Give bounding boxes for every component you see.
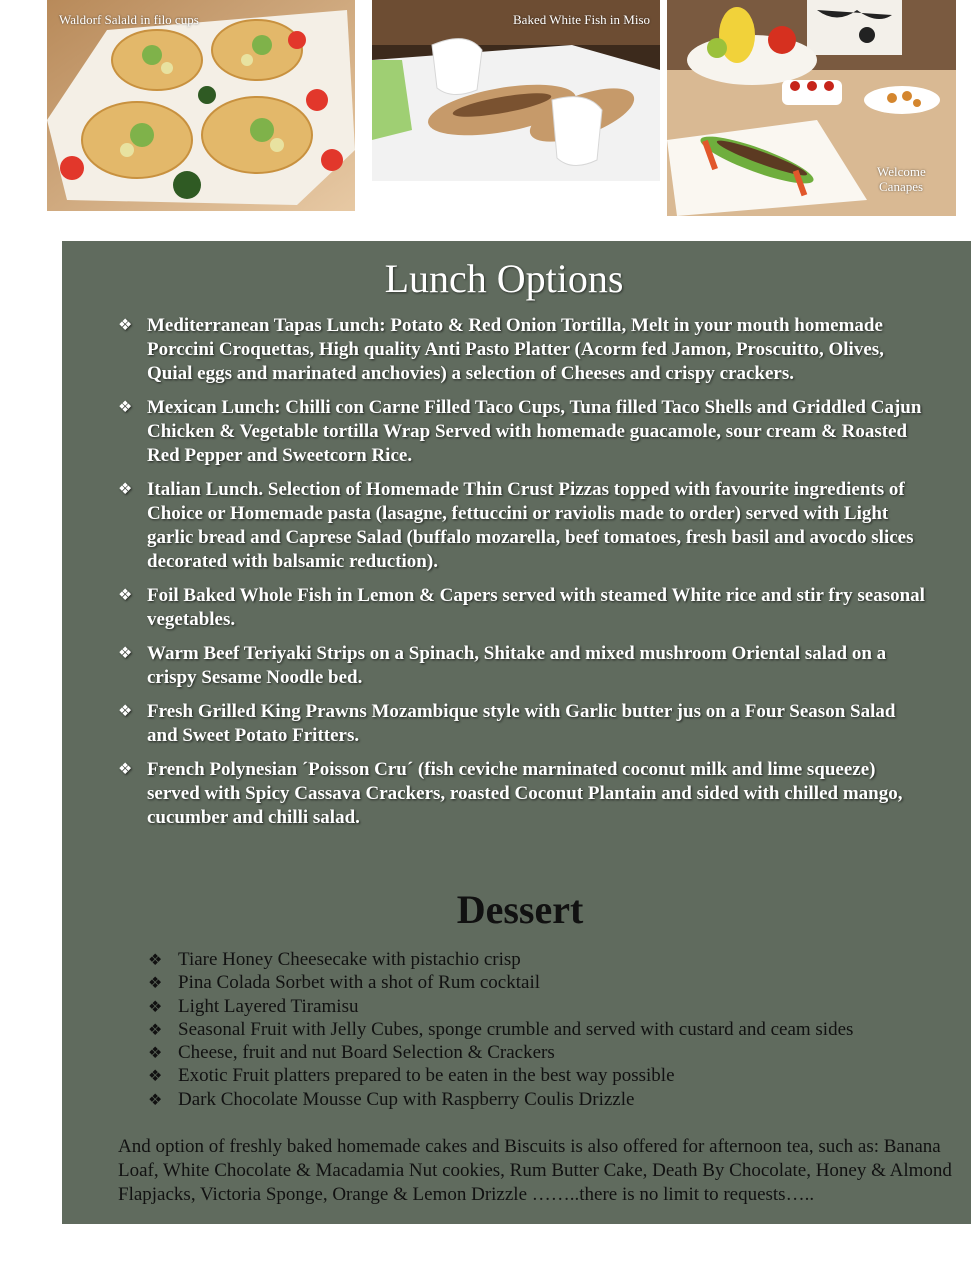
lunch-options-heading: Lunch Options [384,256,624,301]
lunch-item-text: Fresh Grilled King Prawns Mozambique style with Garlic butter jus on a Four Season Salad and Sweet Potato Fritters. [147,701,896,746]
diamond-bullet-icon: ❖ [148,1045,163,1063]
dessert-item [148,1041,948,1064]
diamond-bullet-icon: ❖ [118,703,133,720]
lunch-item-text: Mediterranean Tapas Lunch: Potato & Red Onion Tortilla, Melt in your mouth homemade Porccini Croquettas, High quality Anti Pasto Platter (Acorm fed Jamon, Proscuitto, Olives, Quial eggs and marinated anchovies) a selection of Cheeses and crispy crackers. [147,315,884,384]
dessert-item [148,971,948,994]
dessert-item-text: Seasonal Fruit with Jelly Cubes, sponge crumble and served with custard and ceam sides [178,1018,854,1040]
dessert-item [148,1018,948,1041]
lunch-item [118,314,926,386]
diamond-bullet-icon: ❖ [148,1068,163,1086]
waldorf-salad-image [47,0,355,211]
lunch-item [118,700,926,748]
lunch-item-text: Warm Beef Teriyaki Strips on a Spinach, Shitake and mixed mushroom Oriental salad on a crispy Sesame Noodle bed. [147,643,887,688]
diamond-bullet-icon: ❖ [118,317,133,334]
lunch-item-text: Italian Lunch. Selection of Homemade Thin Crust Pizzas topped with favourite ingredients of Choice or Homemade pasta (lasagne, fettuccini or raviolis made to order) served with Light garlic bread and Caprese Salad (buffalo mozarella, beef tomatoes, fresh basil and avocdo slices decorated with balsamic reduction). [147,479,914,572]
photo-caption-waldorf: Waldorf Salald in filo cups [59,12,199,27]
lunch-item-text: French Polynesian ´Poisson Cru´ (fish ceviche marninated coconut milk and lime squeeze) served with Spicy Cassava Crackers, roasted Coconut Plantain and sided with chilled mango, cucumber and chilli salad. [147,759,903,828]
dessert-item-text: Light Layered Tiramisu [178,995,359,1017]
photo-waldorf-salad [47,0,355,211]
diamond-bullet-icon: ❖ [118,587,133,604]
dessert-item [148,995,948,1018]
diamond-bullet-icon: ❖ [148,952,163,969]
diamond-bullet-icon: ❖ [148,1091,163,1109]
dessert-item-text: Tiare Honey Cheesecake with pistachio crisp [178,949,521,970]
afternoon-tea-note: And option of freshly baked homemade cakes and Biscuits is also offered for afternoon tea, such as: Banana Loaf, White Chocolate & Macadamia Nut cookies, Rum Butter Cake, Death By Chocolate, Honey & Almond Flapjacks, Victoria Sponge, Orange & Lemon Drizzle ……..there is no limit to requests….. [118,1136,952,1205]
dessert-list [148,948,948,1111]
dessert-item-text: Pina Colada Sorbet with a shot of Rum cocktail [178,972,541,994]
lunch-item [118,758,926,830]
lunch-item [118,642,926,690]
dessert-heading: Dessert [456,887,584,932]
dessert-item-text: Dark Chocolate Mousse Cup with Raspberry Coulis Drizzle [178,1088,635,1110]
diamond-bullet-icon: ❖ [118,399,133,416]
lunch-options-list [118,314,926,840]
dessert-item-text: Cheese, fruit and nut Board Selection & Crackers [178,1042,555,1064]
diamond-bullet-icon: ❖ [148,975,163,993]
lunch-item [118,396,926,468]
lunch-item-text: Foil Baked Whole Fish in Lemon & Capers served with steamed White rice and stir fry seasonal vegetables. [147,585,925,630]
menu-panel [62,241,971,1224]
diamond-bullet-icon: ❖ [148,1021,163,1039]
dessert-item [148,1064,948,1087]
diamond-bullet-icon: ❖ [118,481,133,498]
diamond-bullet-icon: ❖ [118,761,133,778]
diamond-bullet-icon: ❖ [148,998,163,1016]
photo-caption-fish: Baked White Fish in Miso [513,12,650,27]
photo-caption-canapes-line1: Welcome [877,164,926,179]
dessert-item [148,1088,948,1111]
lunch-item [118,478,926,574]
dessert-item [148,948,948,971]
photo-baked-fish [372,0,660,181]
lunch-item-text: Mexican Lunch: Chilli con Carne Filled Taco Cups, Tuna filled Taco Shells and Griddled Cajun Chicken & Vegetable tortilla Wrap Served with homemade guacamole, sour cream & Roasted Red Pepper and Sweetcorn Rice. [147,397,922,466]
lunch-item [118,584,926,632]
baked-fish-image [372,0,660,181]
photo-caption-canapes-line2: Canapes [879,179,924,194]
diamond-bullet-icon: ❖ [118,645,133,662]
photo-welcome-canapes [667,0,956,216]
dessert-item-text: Exotic Fruit platters prepared to be eaten in the best way possible [178,1065,675,1087]
